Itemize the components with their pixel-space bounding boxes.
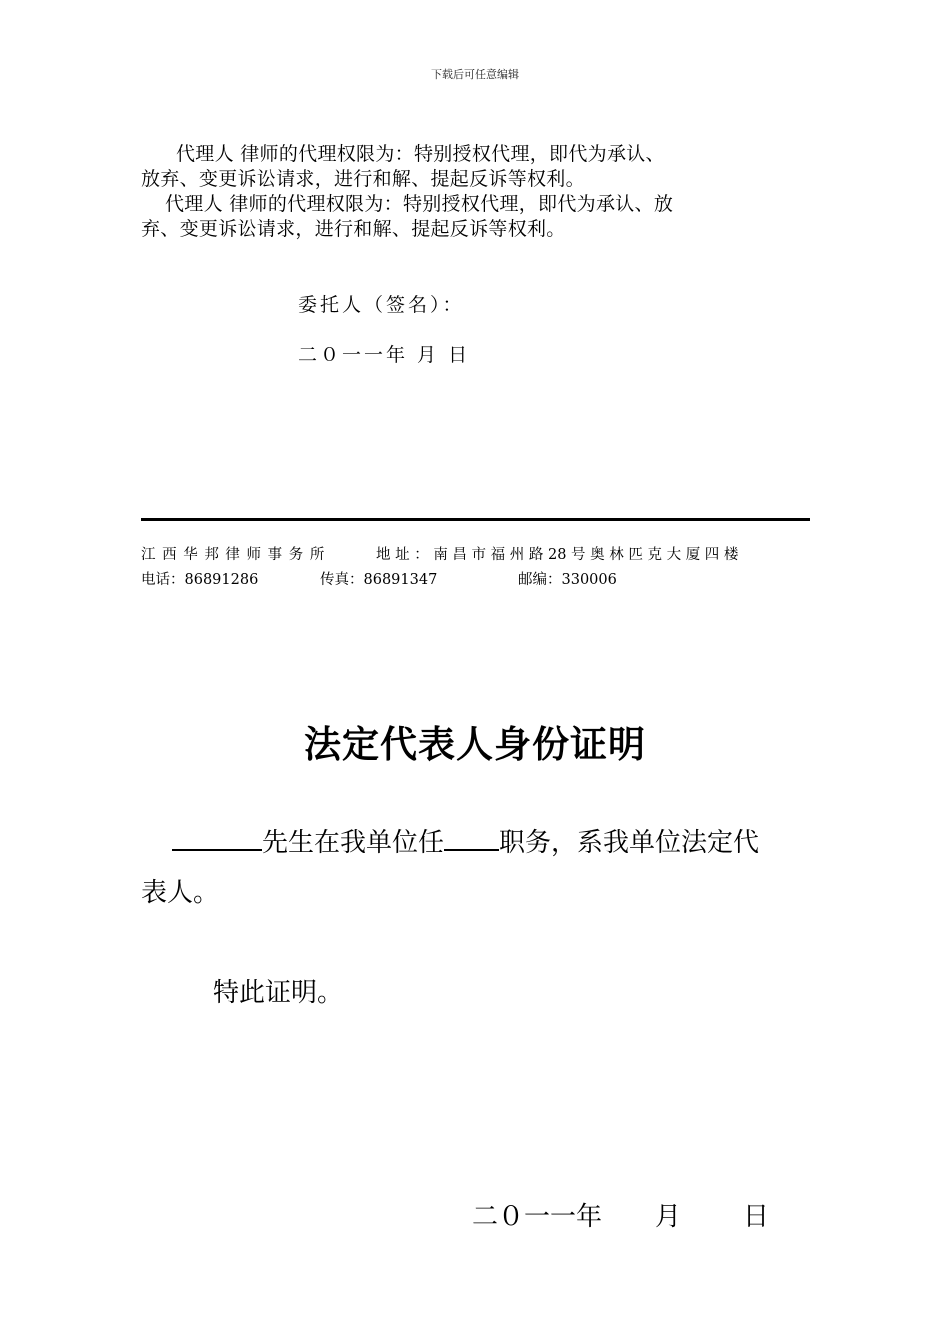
- authority-line-1: 代理人 律师的代理权限为：特别授权代理，即代为承认、: [176, 143, 665, 165]
- divider-rule: [141, 518, 810, 521]
- certificate-title: 法定代表人身份证明: [304, 723, 646, 766]
- certificate-statement-line-2: 表人。: [141, 878, 220, 908]
- name-blank[interactable]: [172, 825, 262, 851]
- certificate-date-day: 日: [743, 1202, 770, 1232]
- principal-signature-label: 委托人（签名）：: [298, 294, 465, 316]
- certificate-statement-line-1: [172, 822, 759, 859]
- certificate-text-b: 职务，系我单位法定代: [499, 828, 760, 858]
- authority-line-2: 放弃、变更诉讼请求，进行和解、提起反诉等权利。: [141, 168, 585, 190]
- firm-postcode: 邮编：330006: [518, 572, 617, 588]
- firm-fax: 传真：86891347: [320, 572, 438, 588]
- firm-name: 江 西 华 邦 律 师 事 务 所: [141, 547, 326, 563]
- authority-line-4: 弃、变更诉讼请求，进行和解、提起反诉等权利。: [141, 218, 566, 240]
- firm-phone: 电话：86891286: [141, 572, 259, 588]
- authority-line-3: 代理人 律师的代理权限为：特别授权代理，即代为承认、放: [165, 193, 674, 215]
- certificate-date-month: 月: [655, 1202, 682, 1232]
- firm-address: 地 址 ： 南 昌 市 福 州 路 28 号 奥 林 匹 克 大 厦 四 楼: [376, 547, 739, 563]
- signature-date: 二０一一年 月 日: [298, 344, 471, 366]
- position-blank[interactable]: [444, 825, 499, 851]
- certificate-closing: 特此证明。: [213, 978, 344, 1008]
- certificate-date-year: 二０一一年: [472, 1202, 603, 1232]
- certificate-text-a: 先生在我单位任: [262, 828, 445, 858]
- header-note: 下载后可任意编辑: [431, 68, 519, 81]
